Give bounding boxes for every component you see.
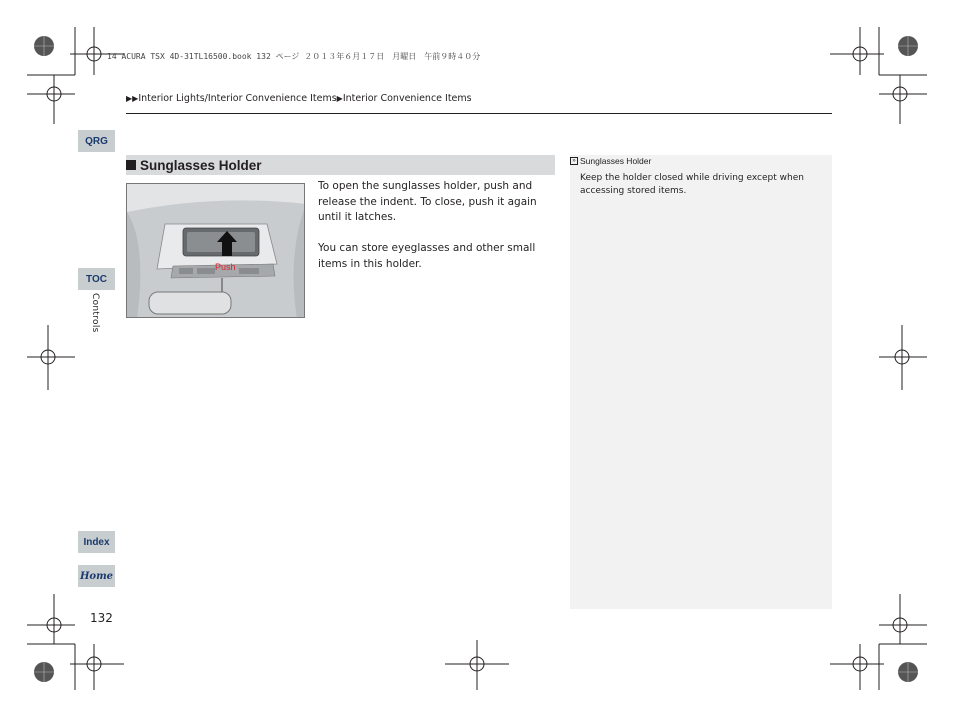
breadcrumb-arrow-icon: ▶: [336, 94, 343, 103]
page-number: 132: [90, 611, 113, 625]
instruction-paragraph: To open the sunglasses holder, push and release the indent. To close, push it again until it latches.: [318, 180, 537, 223]
breadcrumb-arrow-icon: ▶▶: [126, 94, 139, 103]
section-square-icon: [126, 160, 136, 170]
side-note-panel: [570, 155, 832, 609]
print-header: 14 ACURA TSX 4D-31TL16500.book 132 ページ ２０１３年６月１７日 月曜日 午前９時４０分: [107, 52, 481, 61]
storage-paragraph: You can store eyeglasses and other small items in this holder.: [318, 242, 536, 270]
home-button[interactable]: Home: [78, 565, 115, 587]
section-title: Sunglasses Holder: [140, 157, 262, 173]
section-heading: [126, 155, 555, 175]
qrg-button[interactable]: QRG: [78, 130, 115, 152]
push-callout: Push: [215, 262, 236, 272]
note-heading: [570, 156, 651, 166]
sunglasses-holder-illustration: [126, 183, 305, 318]
breadcrumb-item-interior-lights[interactable]: Interior Lights/Interior Convenience Items: [138, 93, 337, 104]
breadcrumb-item-interior-convenience[interactable]: Interior Convenience Items: [342, 93, 472, 104]
chapter-label: Controls: [90, 293, 100, 333]
header-divider: [126, 113, 832, 114]
breadcrumb: [126, 93, 472, 104]
index-button[interactable]: Index: [78, 531, 115, 553]
note-text: Keep the holder closed while driving except when accessing stored items.: [580, 173, 804, 196]
reference-arrow-icon: »: [570, 157, 578, 165]
note-heading-label: Sunglasses Holder: [580, 156, 652, 166]
headliner-drawing: [127, 184, 305, 318]
toc-button[interactable]: TOC: [78, 268, 115, 290]
